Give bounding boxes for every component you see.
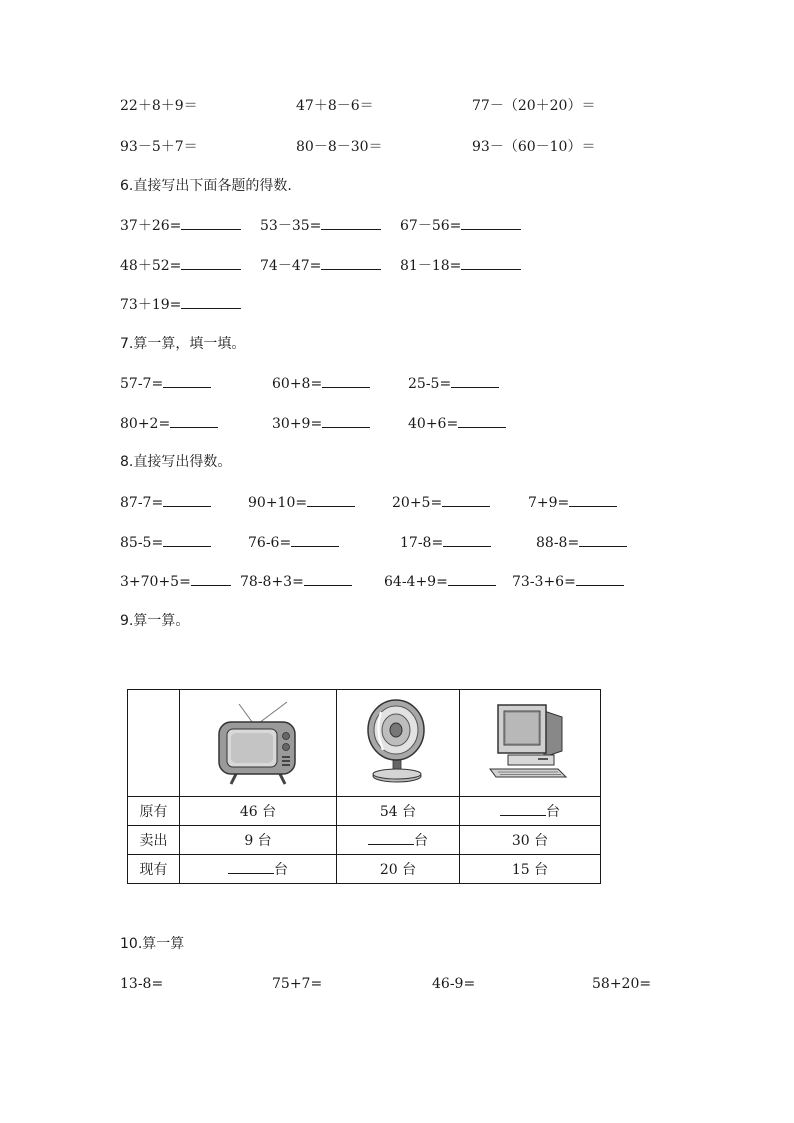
section-title: 10.算一算 xyxy=(120,936,185,952)
answer-blank[interactable] xyxy=(458,414,506,428)
answer-blank[interactable] xyxy=(307,493,355,507)
answer-blank[interactable] xyxy=(461,216,521,230)
value-cell: 台 xyxy=(460,797,601,826)
problem: 87-7= xyxy=(120,493,211,512)
problem: 53－35= xyxy=(260,216,381,235)
answer-blank[interactable] xyxy=(163,493,211,507)
value-cell: 30 台 xyxy=(460,826,601,855)
section-title: 6.直接写出下面各题的得数. xyxy=(120,178,292,194)
problem: 17-8= xyxy=(400,533,491,552)
corner-cell xyxy=(128,690,180,797)
expression: 22＋8＋9＝ xyxy=(120,98,198,114)
answer-blank[interactable] xyxy=(576,572,624,586)
desk-fan-icon xyxy=(363,696,433,786)
expression: 47＋8－6＝ xyxy=(296,98,374,114)
answer-blank[interactable] xyxy=(442,493,490,507)
value-cell: 台 xyxy=(337,826,460,855)
problem: 46-9= xyxy=(432,976,476,992)
answer-blank[interactable] xyxy=(443,533,491,547)
problem: 75+7= xyxy=(272,976,323,992)
answer-blank[interactable] xyxy=(291,533,339,547)
problem: 76-6= xyxy=(248,533,339,552)
problem: 73-3+6= xyxy=(512,572,624,591)
answer-blank[interactable] xyxy=(321,256,381,270)
row-label: 原有 xyxy=(128,797,180,826)
value-cell: 46 台 xyxy=(180,797,337,826)
problem: 58+20= xyxy=(592,976,652,992)
problem: 80+2= xyxy=(120,414,218,433)
tv-cell xyxy=(180,690,337,797)
answer-blank[interactable] xyxy=(191,572,231,586)
answer-blank[interactable] xyxy=(461,256,521,270)
problem: 88-8= xyxy=(536,533,627,552)
appliance-table xyxy=(127,689,601,884)
expression: 77－（20＋20）＝ xyxy=(472,98,596,114)
value-cell: 15 台 xyxy=(460,855,601,884)
computer-cell xyxy=(460,690,601,797)
value-cell: 台 xyxy=(180,855,337,884)
value-cell: 20 台 xyxy=(337,855,460,884)
answer-blank[interactable] xyxy=(181,295,241,309)
problem: 60+8= xyxy=(272,374,370,393)
answer-blank[interactable] xyxy=(181,256,241,270)
section-title: 9.算一算。 xyxy=(120,613,190,629)
expression: 93－（60－10）＝ xyxy=(472,139,596,155)
answer-blank[interactable] xyxy=(322,414,370,428)
problem: 57-7= xyxy=(120,374,211,393)
section-title: 8.直接写出得数。 xyxy=(120,454,232,470)
computer-icon xyxy=(488,699,572,783)
problem: 48＋52= xyxy=(120,256,241,275)
problem: 30+9= xyxy=(272,414,370,433)
problem: 78-8+3= xyxy=(240,572,352,591)
television-icon xyxy=(213,696,303,786)
answer-blank[interactable] xyxy=(181,216,241,230)
problem: 90+10= xyxy=(248,493,355,512)
answer-blank[interactable] xyxy=(322,374,370,388)
answer-blank[interactable] xyxy=(163,533,211,547)
problem: 37＋26= xyxy=(120,216,241,235)
problem: 85-5= xyxy=(120,533,211,552)
answer-blank[interactable] xyxy=(579,533,627,547)
problem: 67－56= xyxy=(400,216,521,235)
answer-blank[interactable] xyxy=(569,493,617,507)
value-cell: 9 台 xyxy=(180,826,337,855)
answer-blank[interactable] xyxy=(321,216,381,230)
section-title: 7.算一算，填一填。 xyxy=(120,336,246,352)
answer-blank[interactable] xyxy=(228,860,274,874)
problem: 81－18= xyxy=(400,256,521,275)
row-label: 卖出 xyxy=(128,826,180,855)
answer-blank[interactable] xyxy=(451,374,499,388)
problem: 40+6= xyxy=(408,414,506,433)
fan-cell xyxy=(337,690,460,797)
answer-blank[interactable] xyxy=(163,374,211,388)
problem: 20+5= xyxy=(392,493,490,512)
problem: 64-4+9= xyxy=(384,572,496,591)
problem: 7+9= xyxy=(528,493,617,512)
expression: 80－8－30＝ xyxy=(296,139,383,155)
expression: 93－5＋7＝ xyxy=(120,139,198,155)
answer-blank[interactable] xyxy=(368,831,414,845)
problem: 3+70+5= xyxy=(120,572,231,591)
answer-blank[interactable] xyxy=(304,572,352,586)
value-cell: 54 台 xyxy=(337,797,460,826)
answer-blank[interactable] xyxy=(170,414,218,428)
answer-blank[interactable] xyxy=(500,802,546,816)
problem: 74－47= xyxy=(260,256,381,275)
problem: 25-5= xyxy=(408,374,499,393)
problem: 73＋19= xyxy=(120,295,241,314)
problem: 13-8= xyxy=(120,976,164,992)
row-label: 现有 xyxy=(128,855,180,884)
answer-blank[interactable] xyxy=(448,572,496,586)
